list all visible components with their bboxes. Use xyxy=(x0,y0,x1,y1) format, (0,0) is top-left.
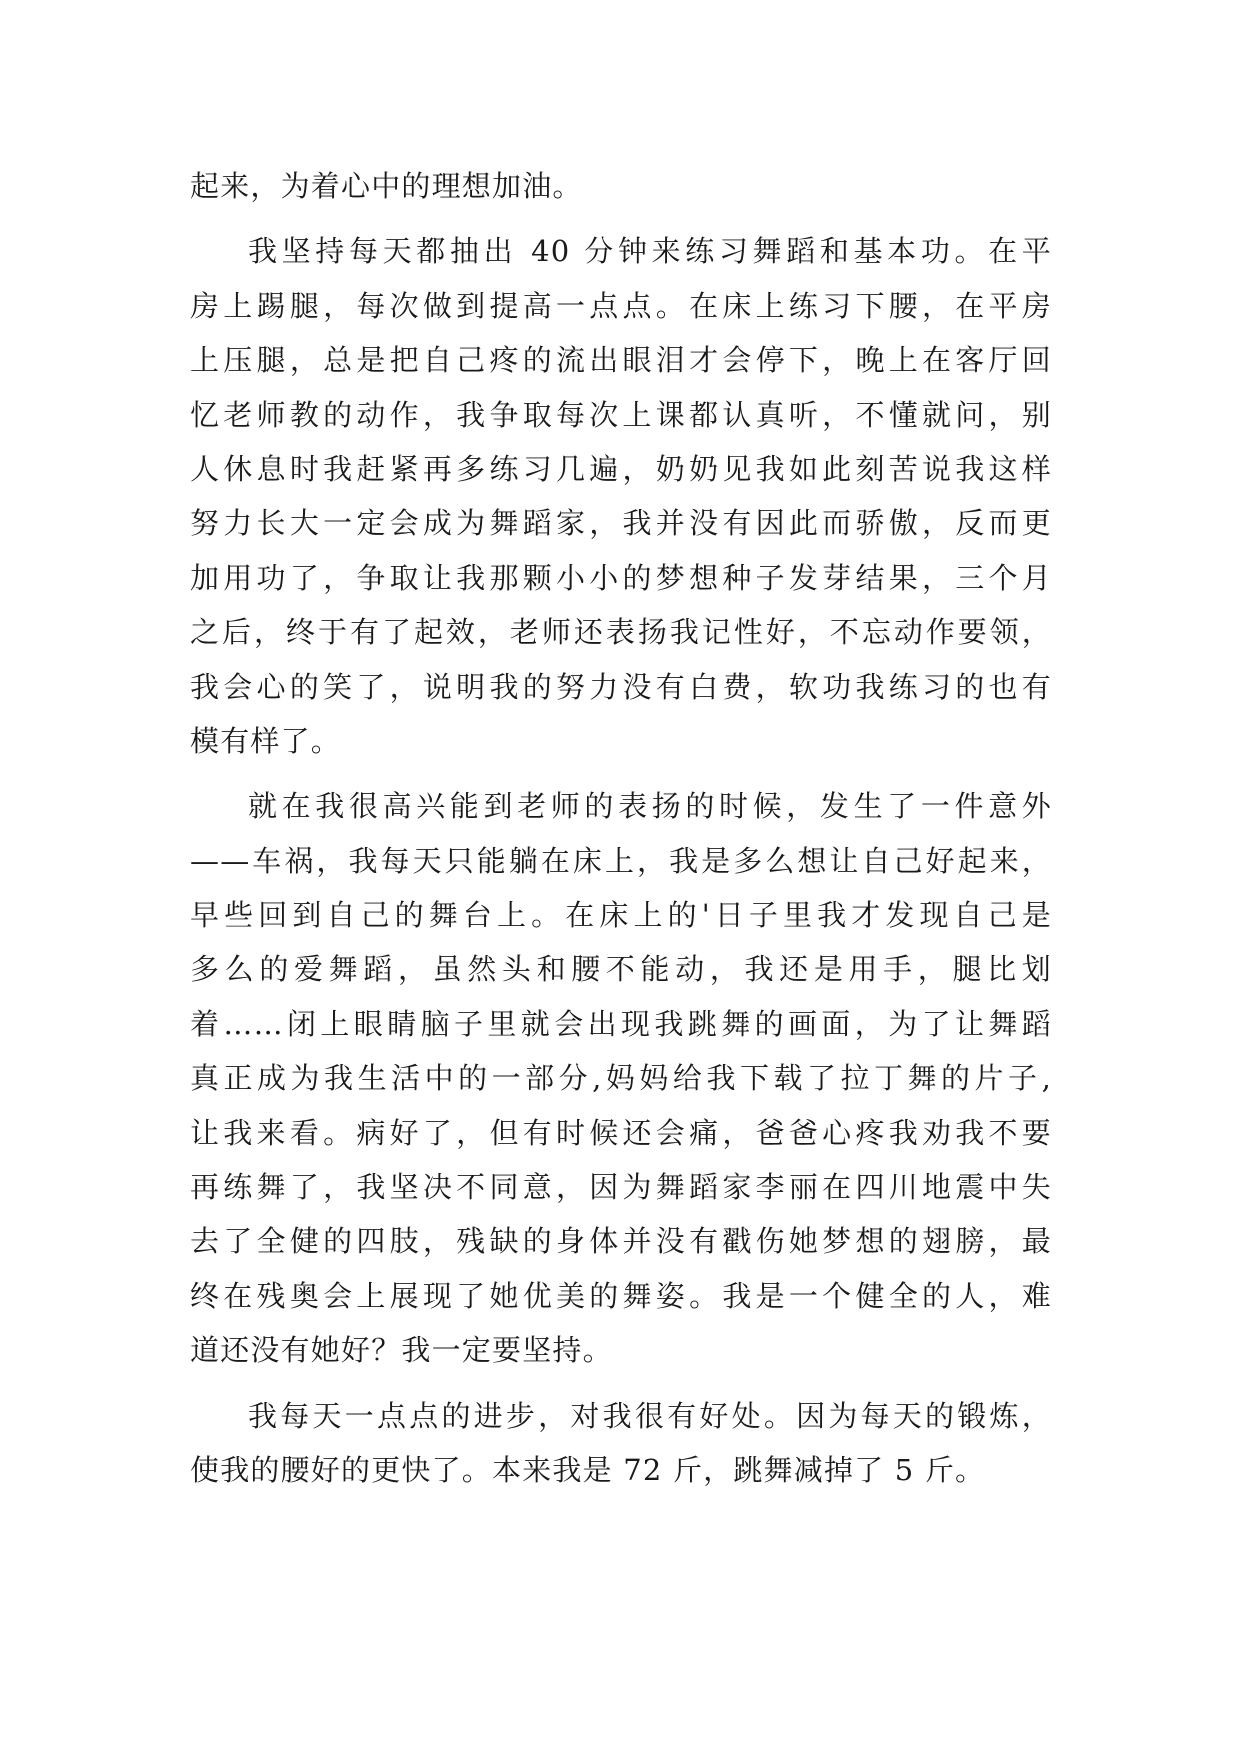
text-line: 我每天一点点的进步，对我很有好处。因为每天的锻炼， xyxy=(248,1398,1052,1433)
text-line: 早些回到自己的舞台上。在床上的'日子里我才发现自己是 xyxy=(190,898,1052,933)
paragraph xyxy=(190,779,1052,1377)
text-line: 加用功了，争取让我那颗小小的梦想种子发芽结果，三个月 xyxy=(190,560,1052,595)
text-line: 忆老师教的动作，我争取每次上课都认真听，不懂就问，别 xyxy=(190,397,1052,432)
text-line: 真正成为我生活中的一部分,妈妈给我下载了拉丁舞的片子, xyxy=(190,1061,1052,1096)
document-body xyxy=(190,159,1052,1497)
text-line: 使我的腰好的更快了。本来我是 72 斤，跳舞减掉了 5 斤。 xyxy=(190,1452,986,1487)
text-line: 去了全健的四肢，残缺的身体并没有戳伤她梦想的翅膀，最 xyxy=(190,1224,1052,1259)
text-line: 起来，为着心中的理想加油。 xyxy=(190,169,583,203)
paragraph xyxy=(190,1389,1052,1498)
text-line: 模有样了。 xyxy=(190,723,342,758)
text-line: 终在残奥会上展现了她优美的舞姿。我是一个健全的人，难 xyxy=(190,1278,1052,1313)
paragraph-gap xyxy=(190,1378,1052,1389)
text-line: 道还没有她好？我一定要坚持。 xyxy=(190,1333,613,1368)
text-line: 之后，终于有了起效，老师还表扬我记性好，不忘动作要领， xyxy=(190,615,1052,650)
text-line: 着……闭上眼睛脑子里就会出现我跳舞的画面，为了让舞蹈 xyxy=(190,1006,1052,1041)
paragraph-gap xyxy=(190,768,1052,779)
paragraph-gap xyxy=(190,213,1052,224)
text-line: 让我来看。病好了，但有时候还会痛，爸爸心疼我劝我不要 xyxy=(190,1115,1052,1150)
text-line: 我坚持每天都抽出 40 分钟来练习舞蹈和基本功。在平 xyxy=(248,234,1052,269)
text-line: 上压腿，总是把自己疼的流出眼泪才会停下，晚上在客厅回 xyxy=(190,343,1052,378)
paragraph xyxy=(190,224,1052,768)
text-line: 房上踢腿，每次做到提高一点点。在床上练习下腰，在平房 xyxy=(190,288,1052,323)
text-line: 就在我很高兴能到老师的表扬的时候，发生了一件意外 xyxy=(248,789,1052,824)
paragraph xyxy=(190,159,1052,213)
text-line: 人休息时我赶紧再多练习几遍，奶奶见我如此刻苦说我这样 xyxy=(190,451,1052,486)
text-line: 努力长大一定会成为舞蹈家，我并没有因此而骄傲，反而更 xyxy=(190,506,1052,541)
text-line: 再练舞了，我坚决不同意，因为舞蹈家李丽在四川地震中失 xyxy=(190,1170,1052,1205)
text-line: 我会心的笑了，说明我的努力没有白费，软功我练习的也有 xyxy=(190,669,1052,704)
text-line: ——车祸，我每天只能躺在床上，我是多么想让自己好起来， xyxy=(190,843,1052,878)
text-line: 多么的爱舞蹈，虽然头和腰不能动，我还是用手，腿比划 xyxy=(190,952,1052,987)
